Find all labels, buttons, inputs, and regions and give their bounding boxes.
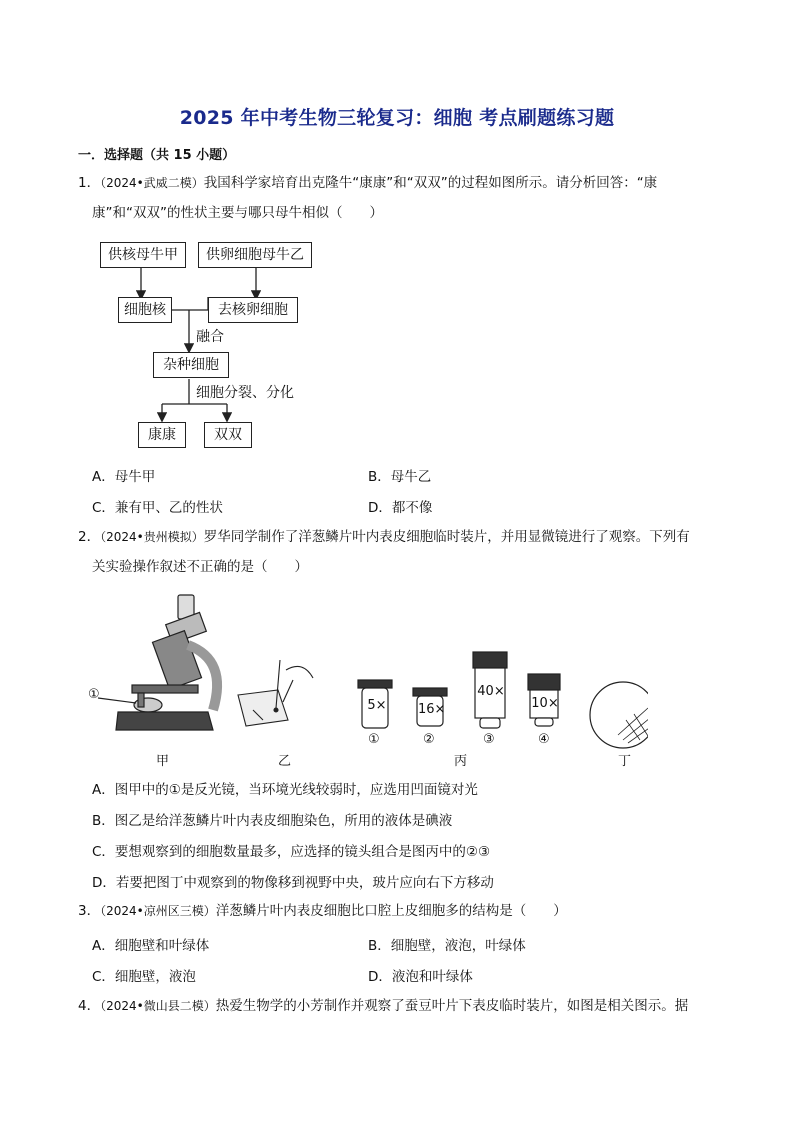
page-title: 2025 年中考生物三轮复习：细胞 考点刷题练习题 [179, 107, 615, 129]
question-4-line-1 [78, 991, 728, 1021]
question-number: 2． [78, 529, 101, 545]
enucleated-egg-box: 去核卵细胞 [208, 297, 298, 323]
question-text: 我国科学家培育出克隆牛“康康”和“双双”的过程如图所示。请分析回答：“康 [203, 175, 658, 191]
section-heading: 一．选择题（共 15 小题） [78, 148, 236, 163]
lens-4-mag: 10× [531, 696, 559, 711]
cloning-flow-diagram [96, 242, 336, 452]
q2-option-d[interactable]: D．若要把图丁中观察到的物像移到视野中央，玻片应向右下方移动 [92, 875, 494, 891]
flow-connectors [96, 242, 336, 452]
question-2-line-2: 关实验操作叙述不正确的是（ ） [92, 559, 308, 575]
lens-4-num: ④ [538, 732, 550, 747]
question-source: （2024•微山县二模） [100, 999, 216, 1013]
figure-label-bing: 丙 [454, 754, 468, 769]
question-2 [78, 522, 728, 582]
q2-option-b[interactable]: B．图乙是给洋葱鳞片叶内表皮细胞染色，所用的液体是碘液 [92, 813, 453, 829]
lens-1-mag: 5× [367, 698, 387, 713]
microscope-icon [98, 595, 217, 730]
question-source: （2024•贵州模拟） [100, 530, 204, 544]
fusion-label: 融合 [196, 329, 224, 345]
figure-label-jia: 甲 [156, 754, 170, 769]
question-text: 热爱生物学的小芳制作并观察了蚕豆叶片下表皮临时装片，如图是相关图示。据 [215, 998, 689, 1014]
q2-option-c[interactable]: C．要想观察到的细胞数量最多，应选择的镜头组合是图丙中的②③ [92, 844, 491, 860]
q3-option-b[interactable]: B．细胞壁，液泡，叶绿体 [368, 938, 526, 954]
question-source: （2024•凉州区三模） [100, 904, 216, 918]
question-text: 罗华同学制作了洋葱鳞片叶内表皮细胞临时装片，并用显微镜进行了观察。下列有 [203, 529, 690, 545]
lens-3-num: ③ [483, 732, 495, 747]
question-1-line-2: 康”和“双双”的性状主要与哪只母牛相似（ ） [92, 205, 383, 221]
figure-label-yi: 乙 [278, 754, 292, 769]
donor-nucleus-box: 供核母牛甲 [100, 242, 186, 268]
lens-2-mag: 16× [418, 702, 446, 717]
figure-label-ding: 丁 [618, 754, 632, 769]
staining-icon [238, 660, 313, 726]
lens-1-num: ① [368, 732, 380, 747]
question-source: （2024•武威二模） [100, 176, 204, 190]
q1-option-d[interactable]: D．都不像 [368, 500, 433, 516]
question-number: 1． [78, 175, 101, 191]
division-label: 细胞分裂、分化 [196, 385, 294, 401]
q2-option-a[interactable]: A．图甲中的①是反光镜，当环境光线较弱时，应选用凹面镜对光 [92, 782, 478, 798]
kangkang-box: 康康 [138, 422, 186, 448]
nucleus-box: 细胞核 [118, 297, 172, 323]
question-3 [78, 896, 728, 926]
hybrid-cell-box: 杂种细胞 [153, 352, 229, 378]
q1-option-b[interactable]: B．母牛乙 [368, 469, 432, 485]
lens-2-num: ② [423, 732, 435, 747]
q3-option-c[interactable]: C．细胞壁，液泡 [92, 969, 196, 985]
donor-egg-box: 供卵细胞母牛乙 [198, 242, 312, 268]
question-text: 洋葱鳞片叶内表皮细胞比口腔上皮细胞多的结构是（ ） [215, 903, 567, 919]
question-number: 4． [78, 998, 101, 1014]
q3-option-a[interactable]: A．细胞壁和叶绿体 [92, 938, 210, 954]
question-2-line-1 [78, 522, 728, 552]
q1-option-c[interactable]: C．兼有甲、乙的性状 [92, 500, 223, 516]
question-1 [78, 168, 728, 228]
question-3-line-1 [78, 896, 728, 926]
q1-option-a[interactable]: A．母牛甲 [92, 469, 156, 485]
question-4 [78, 991, 728, 1021]
reflector-marker: ① [88, 687, 100, 702]
lens-3-mag: 40× [477, 684, 505, 699]
shuangshuang-box: 双双 [204, 422, 252, 448]
question-number: 3． [78, 903, 101, 919]
field-of-view-icon [590, 682, 648, 748]
question-1-line-1 [78, 168, 728, 198]
microscope-figure [88, 590, 648, 770]
q3-option-d[interactable]: D．液泡和叶绿体 [368, 969, 473, 985]
